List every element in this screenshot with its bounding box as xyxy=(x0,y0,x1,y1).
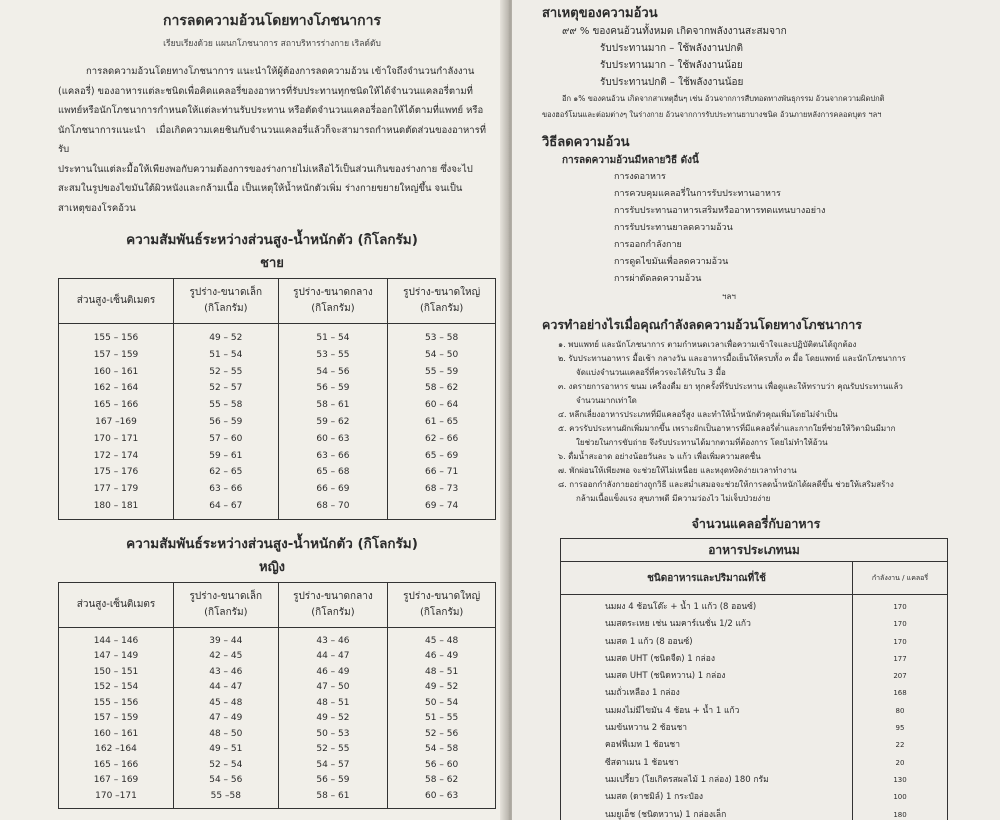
table-cell: 48 – 50 xyxy=(209,728,243,739)
table-cell: 152 – 154 xyxy=(93,682,139,693)
table-cell: 43 – 46 xyxy=(316,635,350,646)
large-column xyxy=(388,324,496,520)
todo-line: ๘. การออกกำลังกายอย่างถูกวิธี และสม่ำเสมอจะช่วยให้การลดน้ำหนักได้ผลดีขึ้น ช่วยให้เสริมสร้าง xyxy=(558,480,894,489)
table-cell: นมถั่วเหลือง 1 กล่อง xyxy=(605,688,680,699)
table-cell: 44 – 47 xyxy=(209,682,243,693)
methods-heading: วิธีลดความอ้วน xyxy=(542,135,630,150)
female-height-weight-table xyxy=(58,582,496,810)
table-cell: 66 – 71 xyxy=(425,467,459,478)
table-cell: 50 – 53 xyxy=(316,728,350,739)
table-cell: 177 xyxy=(893,654,907,663)
method-item: การผ่าตัดลดความอ้วน xyxy=(614,274,702,284)
male-height-weight-table xyxy=(58,278,496,520)
table-cell: 53 – 58 xyxy=(425,333,459,343)
table-cell: นมสด UHT (ชนิดจืด) 1 กล่อง xyxy=(605,653,715,664)
table-cell: 160 – 161 xyxy=(93,728,139,739)
table-cell: 130 xyxy=(893,775,907,784)
height-column xyxy=(59,324,174,520)
todo-line: ๓. งดรายการอาหาร ขนม เครื่องดื่ม ยา ทุกครั้งที่รับประทาน เพื่อดูและให้ทราบว่า คุณรับประทานแล้ว xyxy=(558,382,903,391)
table-cell: 55 –58 xyxy=(210,790,241,801)
paragraph-line: ประทานในแต่ละมื้อให้เพียงพอกับความต้องการของร่างกายไม่เหลือไว้เป็นส่วนเกินของร่างกาย ซึ่งจะไป xyxy=(58,163,473,175)
table-cell: 162 –164 xyxy=(95,744,137,755)
table-cell: 157 – 159 xyxy=(93,349,139,360)
table-cell: 170 – 171 xyxy=(93,433,139,444)
table-cell: นมผง 4 ช้อนโต๊ะ + น้ำ 1 แก้ว (8 ออนซ์) xyxy=(605,602,757,612)
table-cell: 56 – 60 xyxy=(425,759,459,770)
table-cell: 157 – 159 xyxy=(93,713,139,724)
calorie-table-box xyxy=(560,538,948,820)
method-item: การรับประทานยาลดความอ้วน xyxy=(614,223,733,233)
table-cell: 58 – 61 xyxy=(316,400,350,411)
todo-list xyxy=(542,338,970,506)
paragraph-line: (แคลอรี่) ของอาหารแต่ละชนิดเพื่อคิดแคลอรี่ของอาหารที่รับประทานทุกชนิดให้ได้จำนวนแคลอรี่ตามที่ xyxy=(58,85,473,97)
table-cell: 58 – 62 xyxy=(425,383,459,394)
table-cell: 63 – 66 xyxy=(316,450,350,461)
table-cell: 170 –171 xyxy=(95,790,137,801)
table-cell: 54 – 56 xyxy=(316,366,350,377)
table-cell: 46 – 49 xyxy=(316,666,350,677)
table-cell: 144 – 146 xyxy=(93,635,139,646)
table-cell: นมสด (ดาชมิล์) 1 กระป๋อง xyxy=(605,792,704,803)
table-cell: 65 – 68 xyxy=(316,467,350,478)
table-cell: 147 – 149 xyxy=(93,651,139,662)
table-cell: 59 – 61 xyxy=(209,450,243,461)
header-medium: รูปร่าง-ขนาดกลาง (กิโลกรัม) xyxy=(278,279,388,324)
method-item: การควบคุมแคลอรี่ในการรับประทานอาหาร xyxy=(614,189,781,199)
cause-heading: สาเหตุของความอ้วน xyxy=(542,6,658,21)
table-cell: นมผงไม่มีไขมัน 4 ช้อน + น้ำ 1 แก้ว xyxy=(605,705,740,716)
table-cell: 155 – 156 xyxy=(93,333,139,343)
table-cell: 55 – 59 xyxy=(425,366,459,377)
header-medium: รูปร่าง-ขนาดกลาง (กิโลกรัม) xyxy=(278,582,388,627)
cause-line: รับประทานมาก – ใช้พลังงานปกติ xyxy=(600,43,743,54)
table-cell: 56 – 59 xyxy=(209,416,243,427)
table-cell: 52 – 56 xyxy=(425,728,459,739)
table-cell: 63 – 66 xyxy=(209,484,243,495)
cause-line: รับประทานมาก – ใช้พลังงานน้อย xyxy=(600,60,743,71)
table-cell: 49 – 52 xyxy=(316,713,350,724)
calorie-caption: อาหารประเภทนม xyxy=(561,539,947,562)
table-cell: 52 – 54 xyxy=(209,759,243,770)
table-cell: 49 – 51 xyxy=(209,744,243,755)
table-cell: นมข้นหวาน 2 ช้อนชา xyxy=(605,723,688,734)
calorie-table xyxy=(561,562,947,820)
table-cell: 49 – 52 xyxy=(425,682,459,693)
table-cell: 160 – 161 xyxy=(93,366,139,377)
table-cell: 69 – 74 xyxy=(425,500,459,511)
table-cell: 48 – 51 xyxy=(316,697,350,708)
methods-list xyxy=(542,169,970,305)
table-cell: 177 – 179 xyxy=(93,484,139,495)
table-cell: นมสดระเหย เช่น นมคาร์เนชั่น 1/2 แก้ว xyxy=(605,619,751,630)
kcal-column xyxy=(853,595,948,820)
header-height: ส่วนสูง-เซ็นติเมตร xyxy=(59,279,174,324)
method-item: การออกกำลังกาย xyxy=(614,240,682,250)
header-height: ส่วนสูง-เซ็นติเมตร xyxy=(59,582,174,627)
table-cell: 54 – 57 xyxy=(316,759,350,770)
table-cell: 66 – 69 xyxy=(316,484,350,495)
table-cell: 45 – 48 xyxy=(425,635,459,646)
paragraph-line: สาเหตุของโรคอ้วน xyxy=(58,202,136,214)
table-cell: 58 – 61 xyxy=(316,790,350,801)
table-cell: 20 xyxy=(895,758,905,767)
table-cell: 50 – 54 xyxy=(425,697,459,708)
table-cell: 95 xyxy=(895,724,905,733)
table-cell: 150 – 151 xyxy=(93,666,139,677)
table-cell: 60 – 64 xyxy=(425,400,459,411)
table-cell: 54 – 50 xyxy=(425,349,459,360)
table-cell: 47 – 49 xyxy=(209,713,243,724)
todo-line: ใยช่วยในการขับถ่าย จึงรับประทานได้มากตามที่ต้องการ โดยไม่ทำให้อ้วน xyxy=(576,438,828,447)
method-item: การรับประทานอาหารเสริมหรืออาหารทดแทนบางอย่าง xyxy=(614,206,826,216)
table-cell: 170 xyxy=(893,637,907,646)
table-cell: 51 – 55 xyxy=(425,713,459,724)
todo-line: จำนวนมากเท่าใด xyxy=(576,396,637,405)
small-column xyxy=(174,627,279,809)
medium-column xyxy=(278,324,388,520)
table-cell: 207 xyxy=(893,672,907,681)
table-cell: 170 xyxy=(893,603,907,611)
table-cell: นมสด UHT (ชนิดหวาน) 1 กล่อง xyxy=(605,671,726,682)
table-cell: 64 – 67 xyxy=(209,500,243,511)
table-cell: 175 – 176 xyxy=(93,467,139,478)
table-cell: 80 xyxy=(895,706,905,715)
table-cell: 65 – 69 xyxy=(425,450,459,461)
table-cell: 43 – 46 xyxy=(209,666,243,677)
table-cell: 48 – 51 xyxy=(425,666,459,677)
table-cell: คอฟฟี่เมท 1 ช้อนชา xyxy=(605,740,680,751)
todo-line: ๑. พบแพทย์ และนักโภชนาการ ตามกำหนดเวลาเพื่อความเข้าใจและปฏิบัติตนได้ถูกต้อง xyxy=(558,340,857,349)
table-cell: 155 – 156 xyxy=(93,697,139,708)
female-table-title: ความสัมพันธ์ระหว่างส่วนสูง-น้ำหนักตัว (กิโลกรัม) xyxy=(126,535,418,552)
female-table-gender: หญิง xyxy=(259,559,285,575)
table-cell: 54 – 56 xyxy=(209,775,243,786)
table-cell: 53 – 55 xyxy=(316,349,350,360)
large-column xyxy=(388,627,496,809)
table-cell: 58 – 62 xyxy=(425,775,459,786)
header-small: รูปร่าง-ขนาดเล็ก (กิโลกรัม) xyxy=(174,582,279,627)
todo-line: ๕. ควรรับประทานผักเพิ่มมากขึ้น เพราะผักเป็นอาหารที่มีแคลอรี่ต่ำและกากใยที่ช่วยให้วิตามินมีมาก xyxy=(558,424,896,433)
table-cell: นมยูเอ็ช (ชนิดหวาน) 1 กล่องเล็ก xyxy=(605,809,727,820)
method-item: การดูดไขมันเพื่อลดความอ้วน xyxy=(614,257,729,267)
male-table-gender: ชาย xyxy=(260,256,284,271)
table-cell: 62 – 66 xyxy=(425,433,459,444)
table-cell: 60 – 63 xyxy=(316,433,350,444)
medium-column xyxy=(278,627,388,809)
table-cell: 162 – 164 xyxy=(93,383,139,394)
table-cell: 52 – 57 xyxy=(209,383,243,394)
todo-line: ๗. พักผ่อนให้เพียงพอ จะช่วยให้ไม่เหนื่อย และหงุดหงิดง่ายเวลาทำงาน xyxy=(558,466,797,475)
food-column xyxy=(561,595,853,820)
header-large: รูปร่าง-ขนาดใหญ่ (กิโลกรัม) xyxy=(388,279,496,324)
cause-line: รับประทานปกติ – ใช้พลังงานน้อย xyxy=(600,77,744,88)
table-cell: 180 xyxy=(893,810,907,819)
table-cell: 170 xyxy=(893,620,907,629)
todo-line: ๔. หลีกเลี่ยงอาหารประเภทที่มีแคลอรี่สูง และทำให้น้ำหนักตัวคุณเพิ่มโดยไม่จำเป็น xyxy=(558,410,838,419)
table-cell: 172 – 174 xyxy=(93,450,139,461)
table-cell: 167 – 169 xyxy=(93,775,139,786)
cause-note-line: ของฮอร์โมนและต่อมต่างๆ ในร่างกาย อ้วนจากการรับประทานยาบางชนิด อ้วนภายหลังการคลอดบุตร ฯลฯ xyxy=(542,110,882,119)
table-cell: 167 –169 xyxy=(95,416,137,427)
table-cell: 165 – 166 xyxy=(93,400,139,411)
todo-line: กล้ามเนื้อแข็งแรง สุขภาพดี มีความว่องไว ไม่เจ็บป่วยง่าย xyxy=(576,494,771,503)
table-cell: 56 – 59 xyxy=(316,775,350,786)
table-cell: 42 – 45 xyxy=(209,651,243,662)
table-cell: 165 – 166 xyxy=(93,759,139,770)
paragraph-line: การลดความอ้วนโดยทางโภชนาการ แนะนำให้ผู้ต้องการลดความอ้วน เข้าใจถึงจำนวนกำลังงาน xyxy=(86,66,475,77)
paragraph-line: แพทย์หรือนักโภชนาการกำหนดให้แต่ละท่านรับประทาน หรือตัดจำนวนแคลอรี่ออกให้ได้ตามที่แพทย์ หรือ xyxy=(58,105,484,116)
table-cell: 45 – 48 xyxy=(209,697,243,708)
table-cell: 39 – 44 xyxy=(209,635,243,646)
table-cell: 54 – 58 xyxy=(425,744,459,755)
todo-line: จัดแบ่งจำนวนแคลอรี่ที่ควรจะได้รับใน 3 มื้อ xyxy=(576,368,726,377)
paragraph-line: นักโภชนาการแนะนำ เมื่อเกิดความเคยชินกับจำนวนแคลอรี่แล้วก็จะสามารถกำหนดตัดส่วนของอาหารที่รับ xyxy=(58,124,486,155)
table-cell: 61 – 65 xyxy=(425,416,459,427)
table-cell: 168 xyxy=(893,689,907,698)
table-cell: ซีสตาเมน 1 ช้อนชา xyxy=(605,757,679,768)
table-cell: 51 – 54 xyxy=(209,349,243,360)
header-kcal: กำลังงาน / แคลอรี่ xyxy=(853,562,948,595)
table-cell: 52 – 55 xyxy=(209,366,243,377)
methods-intro: การลดความอ้วนมีหลายวิธี ดังนี้ xyxy=(562,155,699,166)
table-cell: 22 xyxy=(895,741,905,750)
header-small: รูปร่าง-ขนาดเล็ก (กิโลกรัม) xyxy=(174,279,279,324)
table-cell: 68 – 70 xyxy=(316,500,350,511)
todo-line: ๖. ดื่มน้ำสะอาด อย่างน้อยวันละ ๖ แก้ว เพื่อเพิ่มความสดชื่น xyxy=(558,452,761,461)
table-cell: 62 – 65 xyxy=(209,467,243,478)
calorie-title: จำนวนแคลอรี่กับอาหาร xyxy=(691,516,821,531)
header-food: ชนิดอาหารและปริมาณที่ใช้ xyxy=(561,562,853,595)
table-cell: 68 – 73 xyxy=(425,484,459,495)
cause-note-line: อีก ๑% ของคนอ้วน เกิดจากสาเหตุอื่นๆ เช่น อ้วนจากการสืบทอดทางพันธุกรรม อ้วนจากความผิดปกติ xyxy=(562,94,885,103)
paragraph-line: สะสมในรูปของไขมันใต้ผิวหนังและกล้ามเนื้อ เป็นเหตุให้น้ำหนักตัวเพิ่ม ร่างกายขยายใหญ่ขึ้น จนเป็น xyxy=(58,183,463,194)
methods-etc: ฯลฯ xyxy=(722,292,736,301)
cause-line: ๙๙ % ของคนอ้วนทั้งหมด เกิดจากพลังงานสะสมจาก xyxy=(562,26,787,37)
height-column xyxy=(59,627,174,809)
right-page xyxy=(512,0,1000,820)
male-table-title: ความสัมพันธ์ระหว่างส่วนสูง-น้ำหนักตัว (กิโลกรัม) xyxy=(126,232,418,248)
table-cell: 59 – 62 xyxy=(316,416,350,427)
todo-line: ๒. รับประทานอาหาร มื้อเช้า กลางวัน และอาหารมื้อเย็นให้ครบทั้ง ๓ มื้อ โดยแพทย์ และนักโภชนาการ xyxy=(558,354,906,363)
table-cell: 57 – 60 xyxy=(209,433,243,444)
table-cell: 52 – 55 xyxy=(316,744,350,755)
table-cell: 55 – 58 xyxy=(209,400,243,411)
table-cell: 56 – 59 xyxy=(316,383,350,394)
page-title: การลดความอ้วนโดยทางโภชนาการ xyxy=(163,13,381,29)
table-cell: 60 – 63 xyxy=(425,790,459,801)
intro-paragraph xyxy=(58,62,486,218)
small-column xyxy=(174,324,279,520)
table-cell: 44 – 47 xyxy=(316,651,350,662)
todo-heading: ควรทำอย่างไรเมื่อคุณกำลังลดความอ้วนโดยทางโภชนาการ xyxy=(542,317,862,332)
table-cell: 180 – 181 xyxy=(93,500,139,511)
table-cell: 46 – 49 xyxy=(425,651,459,662)
table-cell: 47 – 50 xyxy=(316,682,350,693)
table-cell: 51 – 54 xyxy=(316,333,350,343)
table-cell: นมเปรี้ยว (โยเกิตรสผลไม้ 1 กล่อง) 180 กรัม xyxy=(605,774,769,785)
method-item: การงดอาหาร xyxy=(614,172,666,182)
table-cell: 49 – 52 xyxy=(209,333,243,343)
table-cell: 100 xyxy=(893,793,907,802)
page-subtitle: เรียบเรียงด้วย แผนกโภชนาการ สถาบริหารร่างกาย เริลด์ดับ xyxy=(163,39,381,49)
header-large: รูปร่าง-ขนาดใหญ่ (กิโลกรัม) xyxy=(388,582,496,627)
table-cell: นมสด 1 แก้ว (8 ออนซ์) xyxy=(605,636,693,647)
